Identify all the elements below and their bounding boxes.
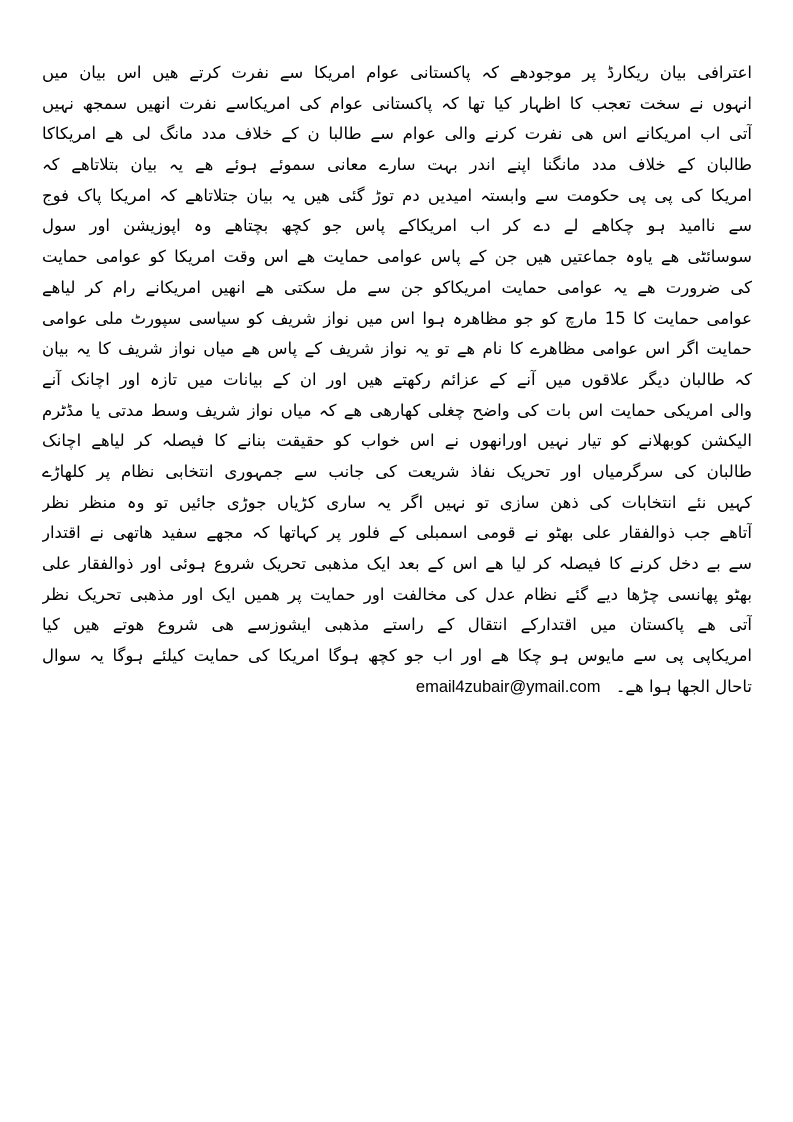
text-line: بھٹو پھانسی چڑھا دیے گئے نظام عدل کی مخالفت اور حمایت پر ھمیں ایک اور مذھبی تحریک نظر [42,584,752,604]
urdu-article-body [42,58,752,702]
text-line: عوامی حمایت کا 15 مارچ کو جو مظاھرہ ہوا اس میں نواز شریف کو سیاسی سپورٹ ملی عوامی [42,308,752,328]
text-line: طالبان کے خلاف مدد مانگنا اپنے اندر بہت سارے معانی سموئے ہوئے ھے یہ بیان بتلاتاھے کہ [42,155,752,175]
text-line: امریکاپی پی سے مایوس ہو چکا ھے اور اب جو کچھ ہوگا امریکا کی حمایت کیلئے ہوگا یہ سوال [42,646,752,666]
text-line: آتی ھے پاکستان میں اقتدارکے انتقال کے راستے مذھبی ایشوزسے ھی شروع ھوتے ھیں کیا [42,615,752,635]
closing-line [42,672,752,703]
text-line: کہیں نئے انتخابات کی ذھن سازی تو نہیں اگر یہ ساری کڑیاں جوڑی جائیں تو وہ منظر نظر [42,492,752,512]
text-line: کہ طالبان دیگر علاقوں میں آنے کے عزائم رکھتے ھیں اور ان کے بیانات میں تازہ اور اچانک آنے [42,369,752,389]
text-line: آتی اب امریکانے اس ھی نفرت کرنے والی عوام سے طالبا ن کے خلاف مدد مانگ لی ھے امریکاکا [42,124,752,144]
text-line: امریکا کی پی پی حکومت سے وابستہ امیدیں دم توڑ گئی ھیں یہ بیان جتلاتاھے کہ امریکا پاک فوج [42,185,752,205]
text-line: حمایت اگر اس عوامی مظاھرے کا نام ھے تو یہ نواز شریف کے پاس ھے میاں نواز شریف کا یہ بیان [42,339,752,359]
text-line: انہوں نے سخت تعجب کا اظہار کیا تھا کہ پاکستانی عوام کی امریکاسے نفرت انھیں سمجھ نہیں [42,93,752,113]
text-line: سے ناامید ہو چکاھے لے دے کر اب امریکاکے پاس جو کچھ بچتاھے وہ اپوزیشن اور سول [42,216,752,236]
text-line: سوسائٹی ھے یاوہ جماعتیں ھیں جن کے پاس عوامی حمایت ھے اس وقت امریکا کو عوامی حمایت [42,247,752,267]
text-line: کی ضرورت ھے یہ عوامی حمایت امریکاکو جن سے مل سکتی ھے انھیں امریکانے رام کر لیاھے [42,277,752,297]
author-email: email4zubair@ymail.com [415,677,601,696]
text-line: اعترافی بیان ریکارڈ پر موجودھے کہ پاکستانی عوام امریکا سے نفرت کرتے ھیں اس بیان میں [42,63,752,82]
text-line: والی امریکی حمایت اس بات کی واضح چغلی کھارھی ھے کہ میاں نواز شریف وسط مدتی یا مڈٹرم [42,400,752,420]
text-line: طالبان کی سرگرمیاں اور تحریک نفاذ شریعت کی جانب سے جمہوری انتخابی نظام پر کلھاڑے [42,461,752,481]
text-line: الیکشن کوبھلانے کو تیار نہیں اورانھوں نے اس خواب کو حقیقت بنانے کا فیصلہ کر لیاھے اچانک [42,431,752,451]
text-line: سے بے دخل کرنے کا فیصلہ کر لیا ھے اس کے بعد ایک مذھبی تحریک شروع ہوئی اور ذوالفقار علی [42,554,752,573]
text-line: آتاھے جب ذوالفقار علی بھٹو نے قومی اسمبلی کے فلور پر کہاتھا کہ مجھے سفید ھاتھی نے اقتدار [42,523,752,543]
closing-text: تاحال الجھا ہوا ھے۔ [615,676,752,696]
